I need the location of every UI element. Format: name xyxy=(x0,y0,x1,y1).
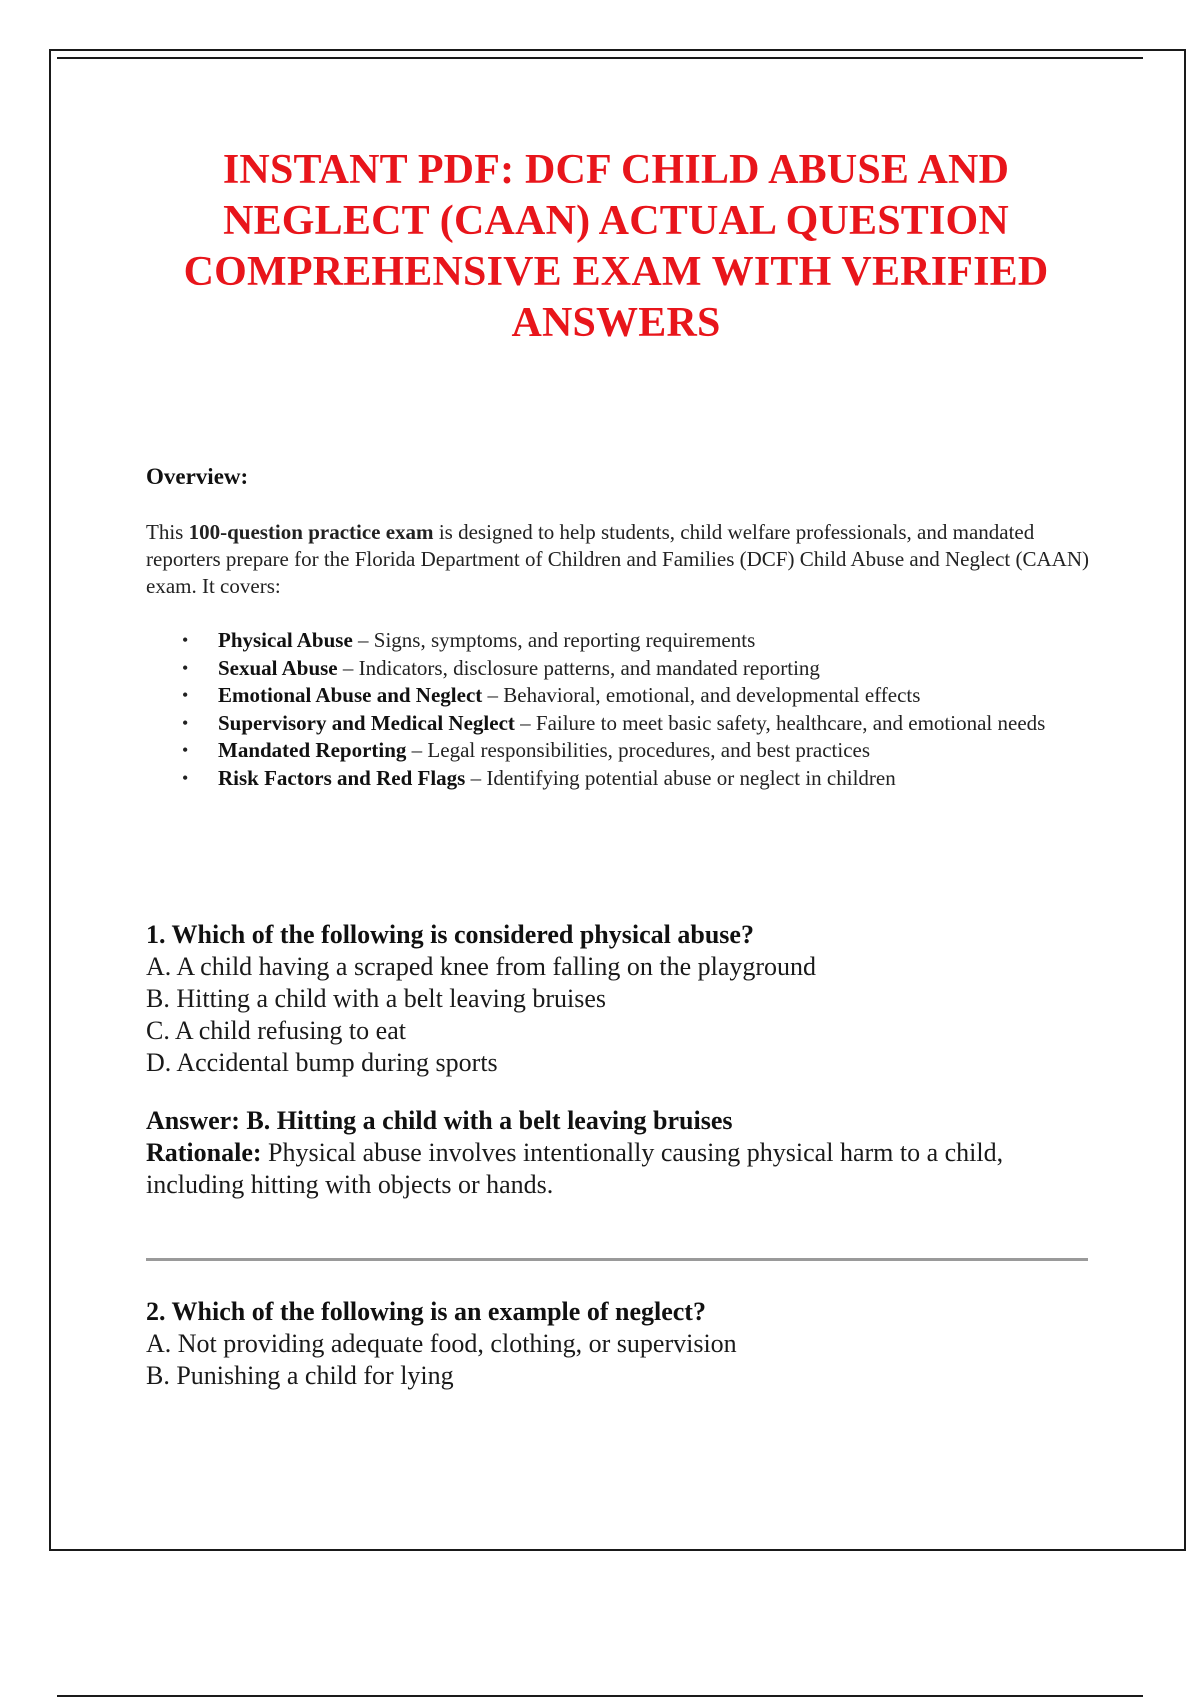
overview-section xyxy=(146,463,1091,792)
bullet-icon: • xyxy=(182,740,189,760)
topic-name: Physical Abuse xyxy=(218,628,353,652)
topic-desc: – Indicators, disclosure patterns, and mandated reporting xyxy=(337,655,820,680)
overview-intro xyxy=(146,519,1091,600)
question-title: 1. Which of the following is considered physical abuse? xyxy=(146,920,754,949)
answer-option: A. A child having a scraped knee from falling on the playground xyxy=(146,952,817,981)
bullet-icon: • xyxy=(182,685,189,705)
answer-option: D. Accidental bump during sports xyxy=(146,1048,498,1077)
document-title: INSTANT PDF: DCF CHILD ABUSE AND NEGLECT (CAAN) ACTUAL QUESTION COMPREHENSIVE EXAM WITH VERIFIED ANSWERS xyxy=(183,147,1049,346)
overview-intro-bold: 100-question practice exam xyxy=(188,520,434,544)
bullet-icon: • xyxy=(182,630,189,650)
question-1 xyxy=(146,919,1091,1201)
topic-item xyxy=(146,737,1091,765)
question-title: 2. Which of the following is an example of neglect? xyxy=(146,1297,706,1326)
overview-heading: Overview: xyxy=(146,464,249,489)
question-2 xyxy=(146,1296,1091,1392)
answer-option: B. Punishing a child for lying xyxy=(146,1361,454,1390)
question-separator xyxy=(146,1258,1088,1261)
bottom-rule xyxy=(57,1695,1143,1697)
topic-name: Mandated Reporting xyxy=(218,738,407,762)
bullet-icon: • xyxy=(182,657,189,678)
topic-item xyxy=(146,710,1091,738)
rationale xyxy=(146,1137,1091,1201)
answer-option: B. Hitting a child with a belt leaving bruises xyxy=(146,984,606,1013)
overview-intro-prefix: This xyxy=(146,520,189,544)
bullet-icon: • xyxy=(182,767,189,788)
topic-item xyxy=(146,655,1091,683)
topic-item xyxy=(146,627,1091,655)
correct-answer: Answer: B. Hitting a child with a belt leaving bruises xyxy=(146,1106,733,1135)
topic-item xyxy=(146,682,1091,710)
rationale-label: Rationale: xyxy=(146,1138,262,1167)
bullet-icon: • xyxy=(182,712,189,733)
overview-intro-suffix: is designed to help students, child welfare professionals, and mandated reporters prepare for the Florida Department of Children and Families (DCF) Child Abuse and Neglect (CAAN) exam. It covers: xyxy=(146,520,1090,598)
topic-name: Emotional Abuse and Neglect xyxy=(218,683,483,707)
topic-desc: – Behavioral, emotional, and developmental effects xyxy=(482,683,921,707)
topic-name: Supervisory and Medical Neglect xyxy=(218,710,515,735)
topic-desc: – Identifying potential abuse or neglect in children xyxy=(465,765,896,790)
topic-item xyxy=(146,765,1091,793)
topic-desc: – Failure to meet basic safety, healthcare, and emotional needs xyxy=(514,710,1046,735)
topic-list xyxy=(146,627,1091,792)
answer-option: A. Not providing adequate food, clothing, or supervision xyxy=(146,1329,737,1358)
topic-name: Risk Factors and Red Flags xyxy=(218,765,466,790)
top-rule xyxy=(57,57,1143,59)
answer-block xyxy=(146,1105,1091,1201)
topic-name: Sexual Abuse xyxy=(218,655,338,680)
answer-option: C. A child refusing to eat xyxy=(146,1016,406,1045)
topic-desc: – Legal responsibilities, procedures, and best practices xyxy=(406,738,871,762)
topic-desc: – Signs, symptoms, and reporting requirements xyxy=(352,628,756,652)
rationale-text: Physical abuse involves intentionally causing physical harm to a child, including hitting with objects or hands. xyxy=(146,1138,1004,1199)
